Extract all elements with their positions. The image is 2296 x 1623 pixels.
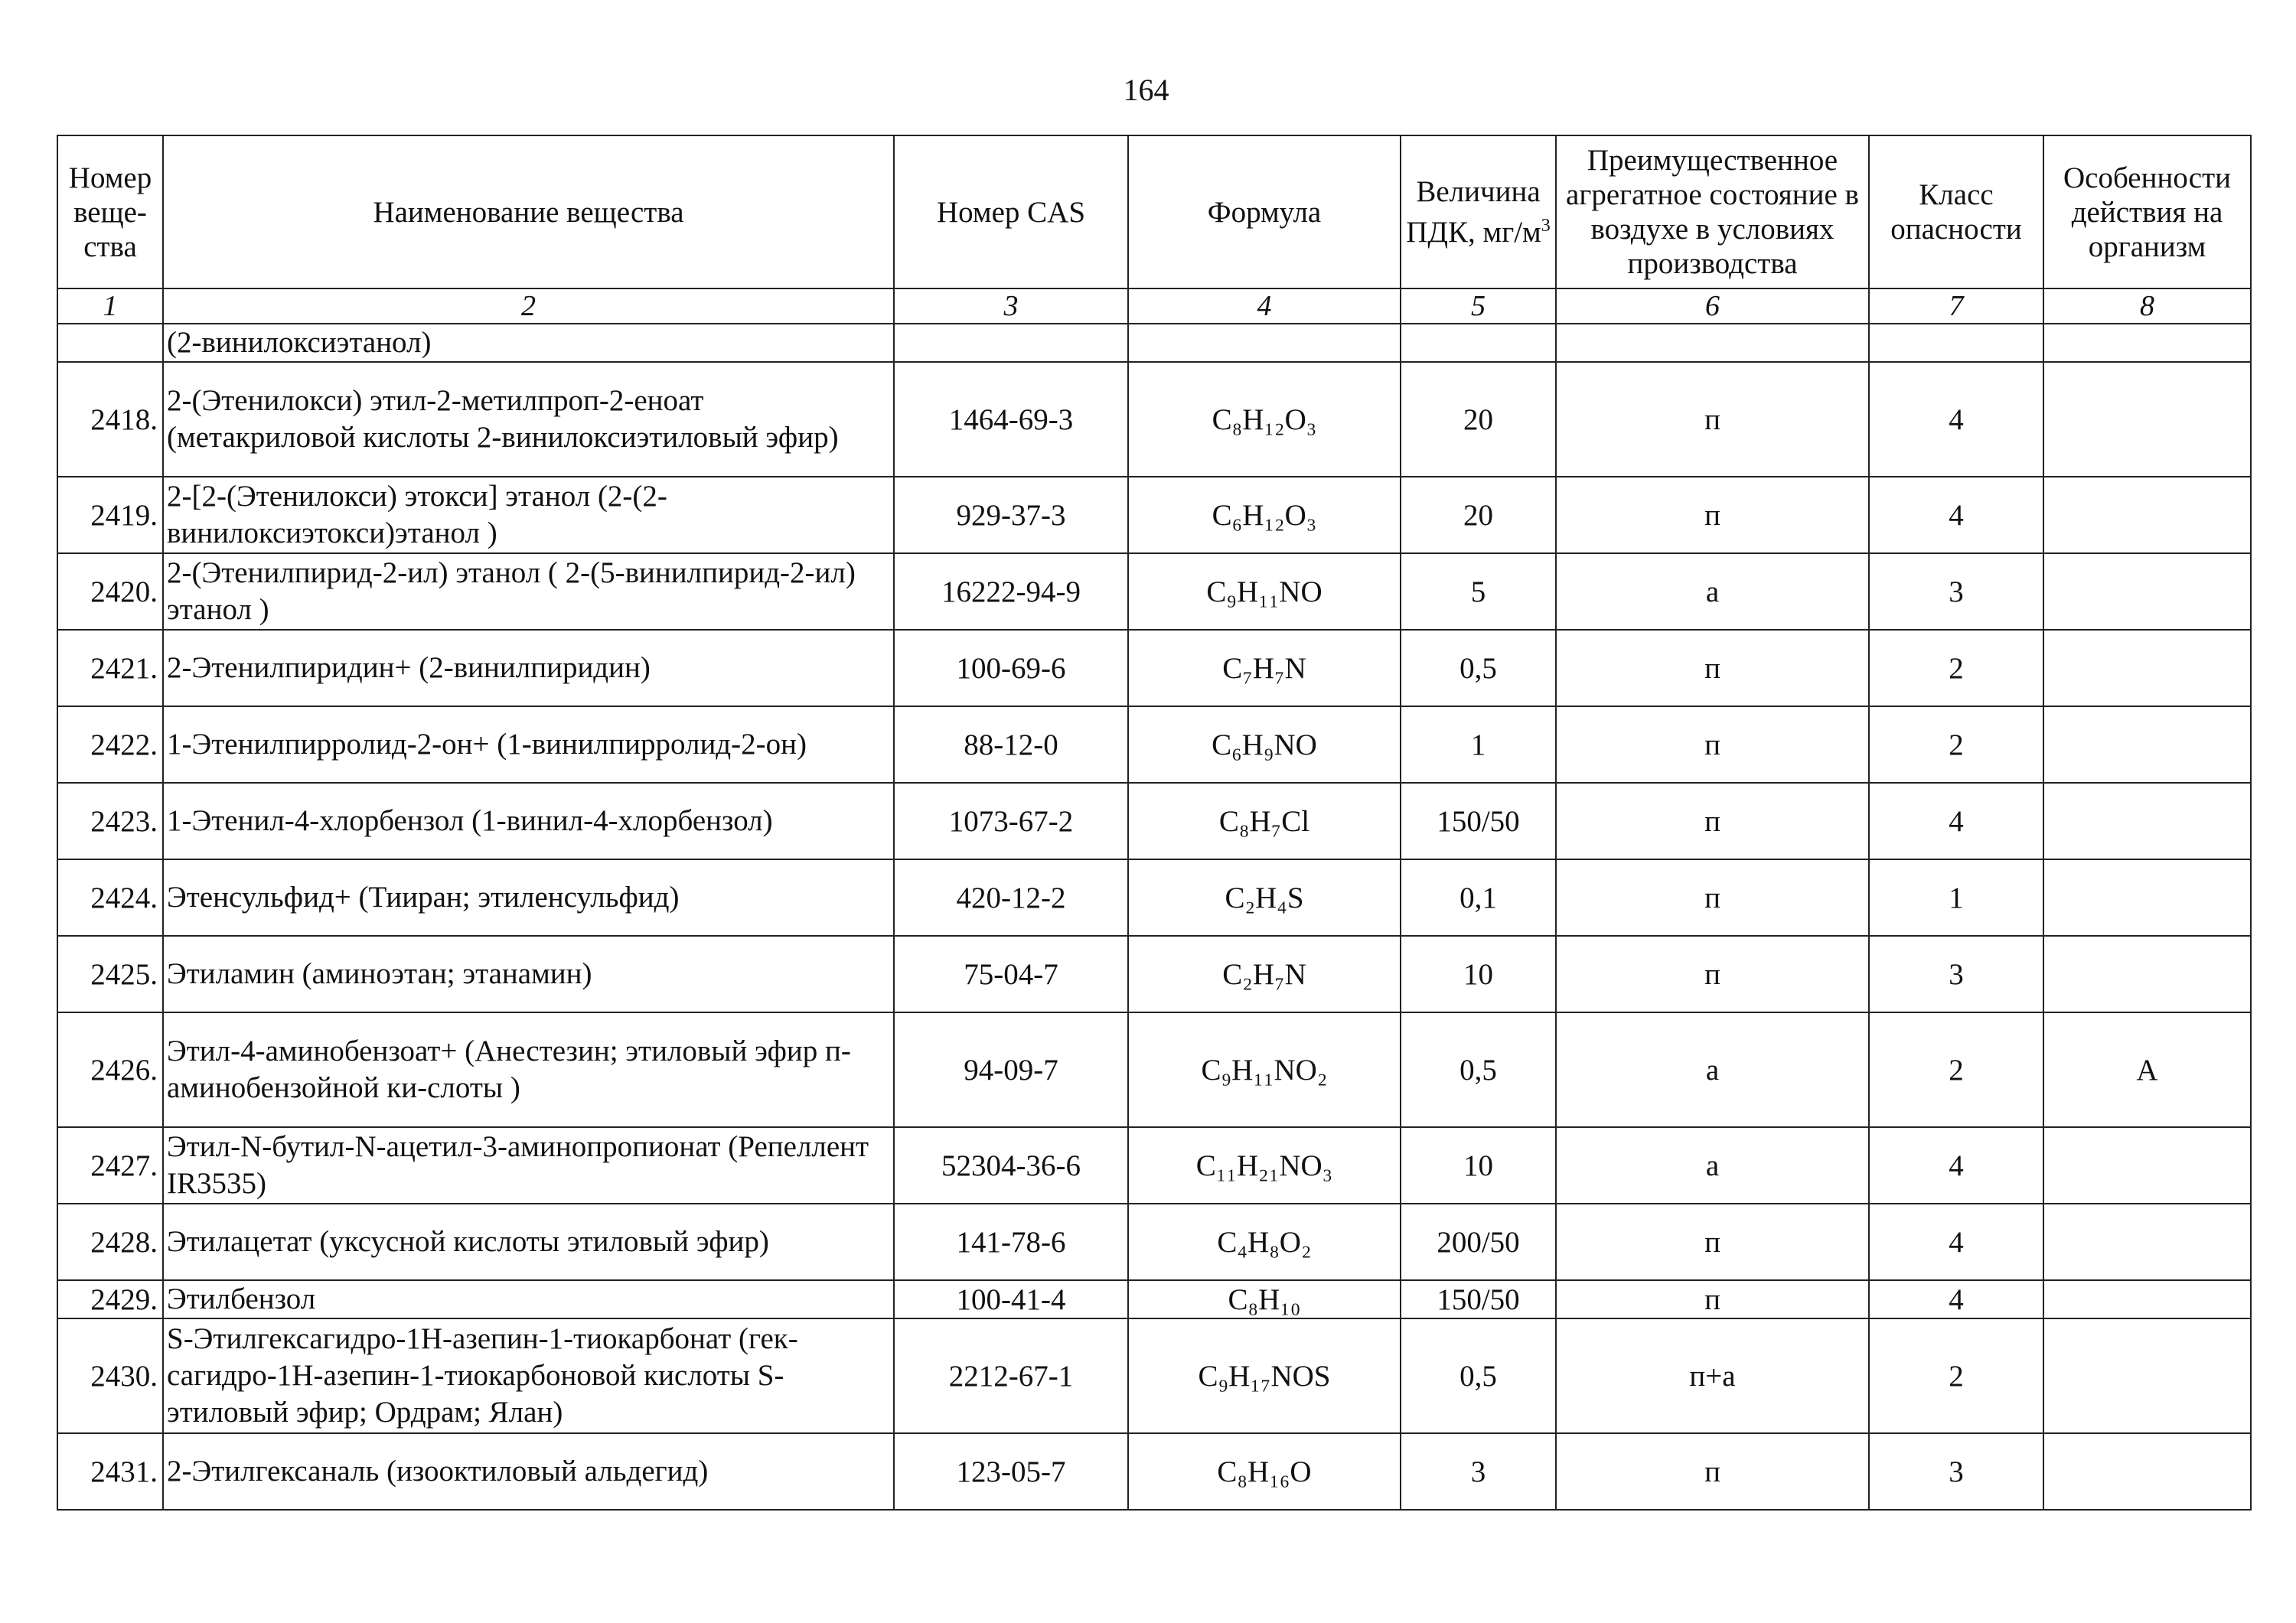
continuation-name: (2-винилоксиэтанол) [163, 324, 894, 362]
row-state: п [1556, 1433, 1869, 1510]
row-number: 2420. [57, 553, 163, 630]
row-effect [2043, 477, 2251, 553]
row-number: 2427. [57, 1127, 163, 1204]
row-pdk: 0,1 [1401, 859, 1556, 936]
row-state: п [1556, 362, 1869, 477]
row-cas: 141-78-6 [894, 1204, 1128, 1280]
row-name: Этиламин (аминоэтан; этанамин) [163, 936, 894, 1012]
table-row [57, 1204, 2251, 1280]
table-row [57, 706, 2251, 783]
column-number-row [57, 288, 2251, 324]
table-row [57, 630, 2251, 706]
header-pdk-exponent: 3 [1541, 216, 1551, 236]
row-state: п [1556, 1280, 1869, 1318]
row-number: 2419. [57, 477, 163, 553]
row-number: 2431. [57, 1433, 163, 1510]
row-number: 2421. [57, 630, 163, 706]
row-cas: 100-41-4 [894, 1280, 1128, 1318]
row-formula: C₆H₁₂O₃ [1128, 477, 1401, 553]
row-hazard: 2 [1869, 706, 2043, 783]
row-number: 2423. [57, 783, 163, 859]
row-cas: 75-04-7 [894, 936, 1128, 1012]
row-state: п [1556, 1204, 1869, 1280]
row-pdk: 20 [1401, 362, 1556, 477]
row-number: 2428. [57, 1204, 163, 1280]
row-cas: 1464-69-3 [894, 362, 1128, 477]
row-pdk: 0,5 [1401, 630, 1556, 706]
table-row [57, 477, 2251, 553]
row-name: 2-Этилгексаналь (изооктиловый альдегид) [163, 1433, 894, 1510]
continuation-formula [1128, 324, 1401, 362]
row-pdk: 1 [1401, 706, 1556, 783]
row-effect [2043, 630, 2251, 706]
row-effect [2043, 1127, 2251, 1204]
continuation-pdk [1401, 324, 1556, 362]
row-pdk: 0,5 [1401, 1318, 1556, 1433]
row-name: S-Этилгексагидро-1H-азепин-1-тиокарбонат (гек-сагидро-1H-азепин-1-тиокарбоновой кислоты S-этиловый эфир; Ордрам; Ялан) [163, 1318, 894, 1433]
row-effect [2043, 1318, 2251, 1433]
row-pdk: 0,5 [1401, 1012, 1556, 1127]
row-state: п+а [1556, 1318, 1869, 1433]
row-name: Этилбензол [163, 1280, 894, 1318]
table-row [57, 1280, 2251, 1318]
row-effect [2043, 1204, 2251, 1280]
row-effect [2043, 783, 2251, 859]
row-cas: 16222-94-9 [894, 553, 1128, 630]
row-number: 2429. [57, 1280, 163, 1318]
row-state: п [1556, 630, 1869, 706]
row-hazard: 4 [1869, 1280, 2043, 1318]
row-formula: C₄H₈O₂ [1128, 1204, 1401, 1280]
col-number-1: 1 [57, 288, 163, 324]
row-effect [2043, 936, 2251, 1012]
row-formula: C₉H₁₁NO₂ [1128, 1012, 1401, 1127]
row-number: 2425. [57, 936, 163, 1012]
continuation-hazard [1869, 324, 2043, 362]
table-row [57, 783, 2251, 859]
page-number: 164 [1123, 73, 1169, 107]
row-cas: 929-37-3 [894, 477, 1128, 553]
row-hazard: 4 [1869, 477, 2043, 553]
header-row [57, 135, 2251, 288]
row-state: п [1556, 477, 1869, 553]
row-hazard: 4 [1869, 1204, 2043, 1280]
row-effect [2043, 859, 2251, 936]
row-cas: 1073-67-2 [894, 783, 1128, 859]
col-number-2: 2 [163, 288, 894, 324]
row-formula: C₈H₁₂O₃ [1128, 362, 1401, 477]
row-cas: 123-05-7 [894, 1433, 1128, 1510]
row-pdk: 10 [1401, 1127, 1556, 1204]
row-hazard: 2 [1869, 630, 2043, 706]
row-cas: 88-12-0 [894, 706, 1128, 783]
row-formula: C₁₁H₂₁NO₃ [1128, 1127, 1401, 1204]
row-formula: C₇H₇N [1128, 630, 1401, 706]
header-state: Преимущественное агрегатное состояние в воздухе в условиях производства [1556, 135, 1869, 288]
row-pdk: 150/50 [1401, 783, 1556, 859]
col-number-4: 4 [1128, 288, 1401, 324]
row-cas: 52304-36-6 [894, 1127, 1128, 1204]
col-number-6: 6 [1556, 288, 1869, 324]
row-state: п [1556, 783, 1869, 859]
row-hazard: 4 [1869, 1127, 2043, 1204]
row-name: Этенсульфид+ (Тииран; этиленсульфид) [163, 859, 894, 936]
row-pdk: 200/50 [1401, 1204, 1556, 1280]
row-number: 2424. [57, 859, 163, 936]
row-state: а [1556, 1012, 1869, 1127]
row-formula: C₈H₁₀ [1128, 1280, 1401, 1318]
row-number: 2422. [57, 706, 163, 783]
row-hazard: 3 [1869, 553, 2043, 630]
col-number-8: 8 [2043, 288, 2251, 324]
header-effect: Особенности действия на организм [2043, 135, 2251, 288]
row-hazard: 4 [1869, 362, 2043, 477]
header-name: Наименование вещества [163, 135, 894, 288]
row-name: 1-Этенил-4-хлорбензол (1-винил-4-хлорбензол) [163, 783, 894, 859]
row-formula: C₈H₇Cl [1128, 783, 1401, 859]
row-pdk: 150/50 [1401, 1280, 1556, 1318]
continuation-cas [894, 324, 1128, 362]
row-cas: 94-09-7 [894, 1012, 1128, 1127]
row-name: Этил-N-бутил-N-ацетил-3-аминопропионат (Репеллент IR3535) [163, 1127, 894, 1204]
row-hazard: 4 [1869, 783, 2043, 859]
row-hazard: 3 [1869, 1433, 2043, 1510]
table-row [57, 362, 2251, 477]
row-pdk: 10 [1401, 936, 1556, 1012]
continuation-effect [2043, 324, 2251, 362]
col-number-7: 7 [1869, 288, 2043, 324]
table-row [57, 1433, 2251, 1510]
row-pdk: 5 [1401, 553, 1556, 630]
row-state: а [1556, 1127, 1869, 1204]
row-cas: 100-69-6 [894, 630, 1128, 706]
header-pdk-text: Величина ПДК, мг/м [1406, 175, 1541, 249]
table-row [57, 553, 2251, 630]
row-cas: 2212-67-1 [894, 1318, 1128, 1433]
row-number: 2426. [57, 1012, 163, 1127]
col-number-5: 5 [1401, 288, 1556, 324]
row-name: 2-[2-(Этенилокси) этокси] этанол (2-(2-винилоксиэтокси)этанол ) [163, 477, 894, 553]
row-state: п [1556, 706, 1869, 783]
row-number: 2418. [57, 362, 163, 477]
continuation-state [1556, 324, 1869, 362]
header-pdk [1401, 135, 1556, 288]
row-formula: C₂H₄S [1128, 859, 1401, 936]
row-state: п [1556, 859, 1869, 936]
header-number: Номер веще-ства [57, 135, 163, 288]
row-pdk: 20 [1401, 477, 1556, 553]
row-hazard: 3 [1869, 936, 2043, 1012]
header-formula: Формула [1128, 135, 1401, 288]
row-hazard: 2 [1869, 1318, 2043, 1433]
substances-table [57, 135, 2252, 1511]
header-hazard: Класс опасности [1869, 135, 2043, 288]
table-row [57, 1127, 2251, 1204]
row-formula: C₈H₁₆O [1128, 1433, 1401, 1510]
row-formula: C₉H₁₇NOS [1128, 1318, 1401, 1433]
row-state: п [1556, 936, 1869, 1012]
row-name: 2-Этенилпиридин+ (2-винилпиридин) [163, 630, 894, 706]
row-effect [2043, 362, 2251, 477]
row-effect [2043, 553, 2251, 630]
continuation-row [57, 324, 2251, 362]
table-row [57, 859, 2251, 936]
row-effect [2043, 1280, 2251, 1318]
row-name: 2-(Этенилпирид-2-ил) этанол ( 2-(5-винилпирид-2-ил) этанол ) [163, 553, 894, 630]
row-hazard: 1 [1869, 859, 2043, 936]
row-cas: 420-12-2 [894, 859, 1128, 936]
row-effect [2043, 1433, 2251, 1510]
row-formula: C₂H₇N [1128, 936, 1401, 1012]
row-name: 2-(Этенилокси) этил-2-метилпроп-2-еноат (метакриловой кислоты 2-винилоксиэтиловый эфир) [163, 362, 894, 477]
row-pdk: 3 [1401, 1433, 1556, 1510]
row-formula: C₆H₉NO [1128, 706, 1401, 783]
row-formula: C₉H₁₁NO [1128, 553, 1401, 630]
header-cas: Номер CAS [894, 135, 1128, 288]
row-hazard: 2 [1869, 1012, 2043, 1127]
table-row [57, 1318, 2251, 1433]
row-number: 2430. [57, 1318, 163, 1433]
table-row [57, 1012, 2251, 1127]
continuation-number [57, 324, 163, 362]
row-effect: А [2043, 1012, 2251, 1127]
row-effect [2043, 706, 2251, 783]
row-name: 1-Этенилпирролид-2-он+ (1-винилпирролид-2-он) [163, 706, 894, 783]
table-row [57, 936, 2251, 1012]
row-name: Этил-4-аминобензоат+ (Анестезин; этиловый эфир п-аминобензойной ки-слоты ) [163, 1012, 894, 1127]
col-number-3: 3 [894, 288, 1128, 324]
row-name: Этилацетат (уксусной кислоты этиловый эфир) [163, 1204, 894, 1280]
row-state: а [1556, 553, 1869, 630]
